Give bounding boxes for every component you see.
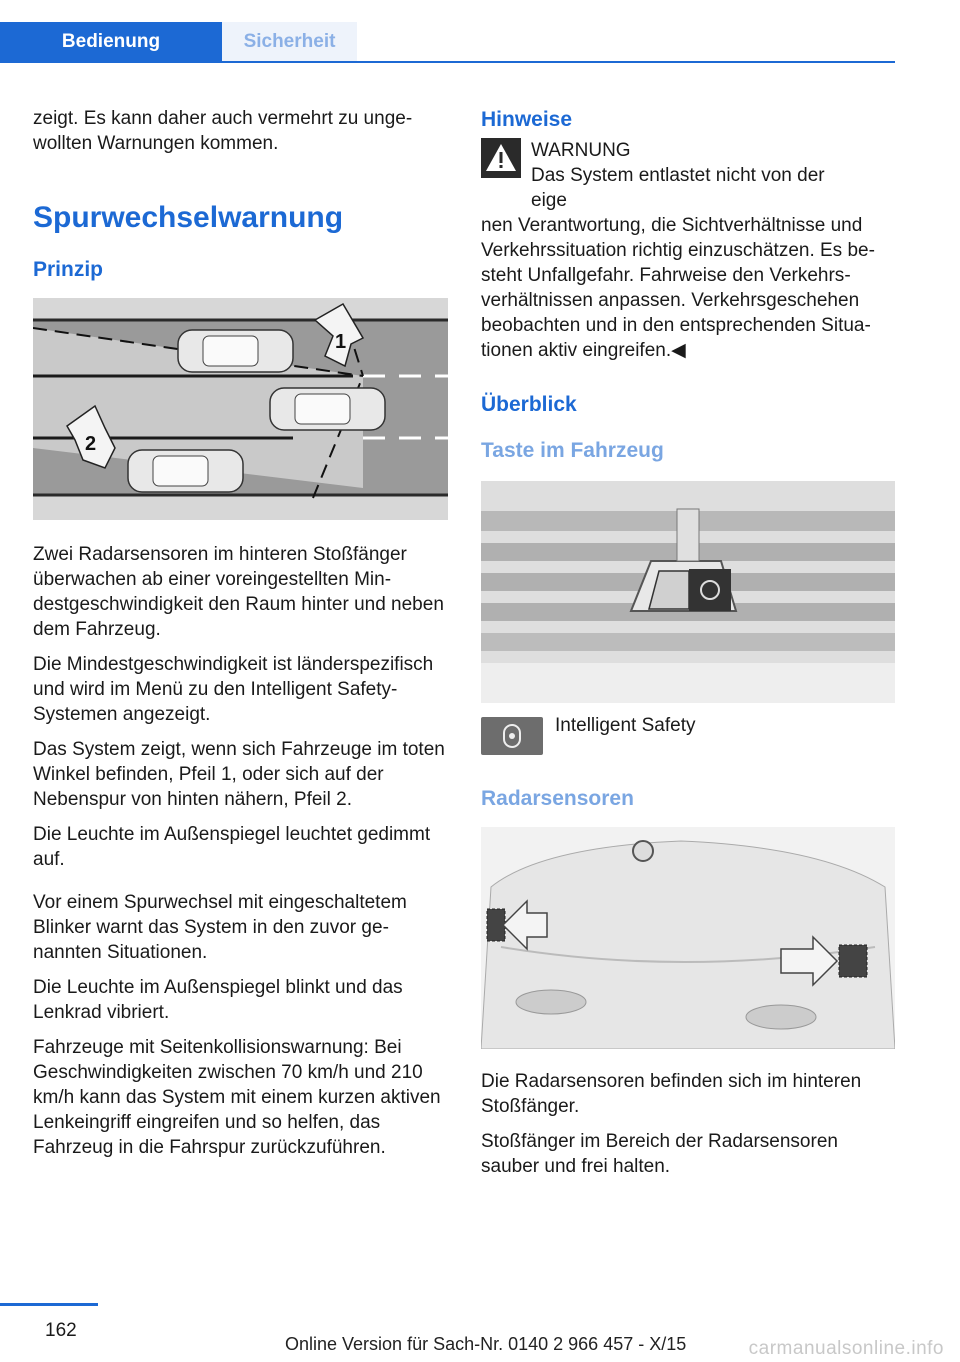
footer-note: Online Version für Sach-Nr. 0140 2 966 457 - X/15 <box>285 1334 687 1354</box>
car-2 <box>270 388 385 430</box>
paragraph: Fahrzeuge mit Seitenkollisionswarnung: Bei Geschwindigkeiten zwischen 70 km/h und 210 km/h kann das System mit einem kurzen aktiven Lenkeingriff eingreifen und so helfen, das Fahrzeug in die Fahrspur zurückzuführen. <box>33 1037 441 1158</box>
intro-text: zeigt. Es kann daher auch vermehrt zu ungewollten Warnungen kommen. <box>33 108 413 154</box>
dashboard-button-illustration <box>481 481 895 703</box>
button-section-title: Taste im Fahrzeug <box>481 439 664 462</box>
arrow-1-label: 1 <box>335 331 347 353</box>
paragraph: Zwei Radarsensoren im hinteren Stoßfänger überwachen ab einer voreingestellten Mindestgeschwindigkeit den Raum hinter und neben dem Fahrzeug. <box>33 544 444 640</box>
lane-change-figure <box>33 298 448 520</box>
paragraph: Das System zeigt, wenn sich Fahrzeuge im toten Winkel befinden, Pfeil 1, oder sich auf der Nebenspur von hinten nähern, Pfeil 2. <box>33 739 445 810</box>
radar-figure <box>481 827 895 1049</box>
arrow-2-label: 2 <box>85 433 97 455</box>
intelligent-safety-button-icon <box>481 717 543 755</box>
tab-bedienung[interactable]: Bedienung <box>0 22 222 62</box>
right-column <box>481 106 895 1189</box>
overview-title: Überblick <box>481 393 577 416</box>
warning-triangle-icon <box>481 138 521 178</box>
warning-label: WARNUNG <box>531 140 631 161</box>
left-column <box>33 106 448 1170</box>
lane-diagram <box>33 298 448 520</box>
car-3 <box>128 450 243 492</box>
radar-section-title: Radarsensoren <box>481 787 634 810</box>
paragraph: Vor einem Spurwechsel mit eingeschaltetem Blinker warnt das System in den zuvor genannten Situationen. <box>33 892 407 963</box>
intelligent-safety-label: Intelligent Safety <box>555 715 696 736</box>
radar-paragraph: Stoßfänger im Bereich der Radarsensoren sauber und frei halten. <box>481 1131 838 1177</box>
warning-box <box>481 138 895 213</box>
radar-paragraph: Die Radarsensoren befinden sich im hinteren Stoßfänger. <box>481 1071 862 1117</box>
hinweise-title: Hinweise <box>481 108 573 131</box>
tab-sicherheit[interactable]: Sicherheit <box>222 22 357 62</box>
rear-bumper-illustration <box>481 827 895 1049</box>
intelligent-safety-row <box>481 717 895 755</box>
section-title: Spurwechselwarnung <box>33 201 344 234</box>
page-header <box>0 0 895 64</box>
header-divider <box>0 61 895 63</box>
paragraph: Die Mindestgeschwindigkeit ist länderspezifisch und wird im Menü zu den Intelligent Safety-Systemen angezeigt. <box>33 654 434 725</box>
paragraph: Die Leuchte im Außenspiegel leuchtet gedimmt auf. <box>33 824 431 870</box>
car-1 <box>178 330 293 372</box>
button-figure <box>481 481 895 703</box>
footer-divider <box>0 1303 98 1306</box>
page-number: 162 <box>45 1320 77 1341</box>
warning-first-line: Das System entlastet nicht von der eige <box>531 165 825 211</box>
warning-text: nen Verantwortung, die Sichtverhältnisse und Verkehrssituation richtig einzuschätzen. Es besteht Unfallgefahr. Fahrweise den Verkehrsverhältnissen anpassen. Verkehrsgeschehen beobachten und in den entsprechenden Situationen aktiv eingreifen.◀ <box>481 215 875 361</box>
paragraph: Die Leuchte im Außenspiegel blinkt und das Lenkrad vibriert. <box>33 977 403 1023</box>
subtitle-prinzip: Prinzip <box>33 258 104 281</box>
watermark: carmanualsonline.info <box>748 1338 944 1359</box>
